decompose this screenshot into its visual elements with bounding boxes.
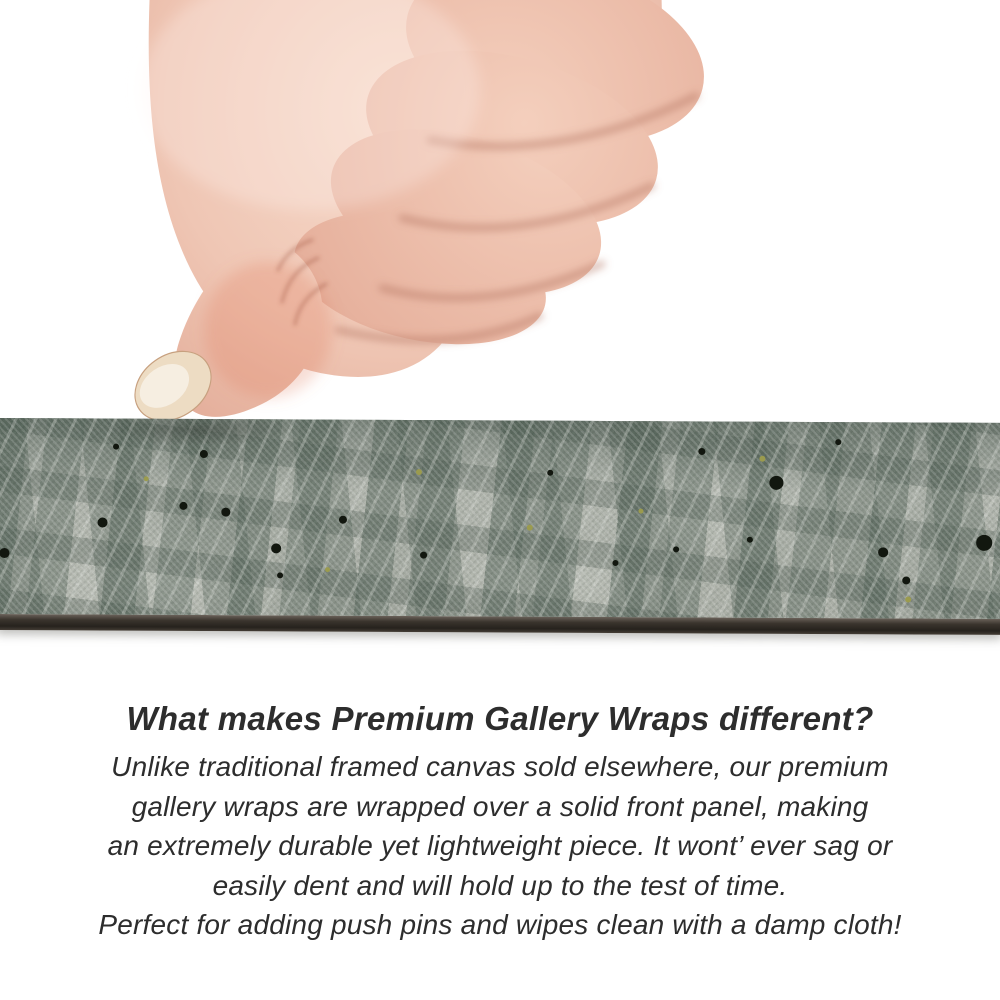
- hand-photo: [0, 0, 1000, 440]
- copy-line: an extremely durable yet lightweight piece. It wont’ ever sag or: [107, 830, 893, 861]
- copy-heading: What makes Premium Gallery Wraps different?: [126, 700, 874, 737]
- canvas-face: [0, 418, 1000, 619]
- canvas-grain: [0, 418, 1000, 619]
- canvas-strip: [0, 418, 1000, 635]
- copy-line: Perfect for adding push pins and wipes clean with a damp cloth!: [98, 909, 902, 940]
- copy-line: Unlike traditional framed canvas sold elsewhere, our premium: [111, 751, 889, 782]
- copy-line: gallery wraps are wrapped over a solid front panel, making: [131, 790, 869, 822]
- copy-line: easily dent and will hold up to the test of time.: [212, 869, 788, 901]
- marketing-copy: [0, 700, 1000, 945]
- thumb-flush: [204, 262, 332, 398]
